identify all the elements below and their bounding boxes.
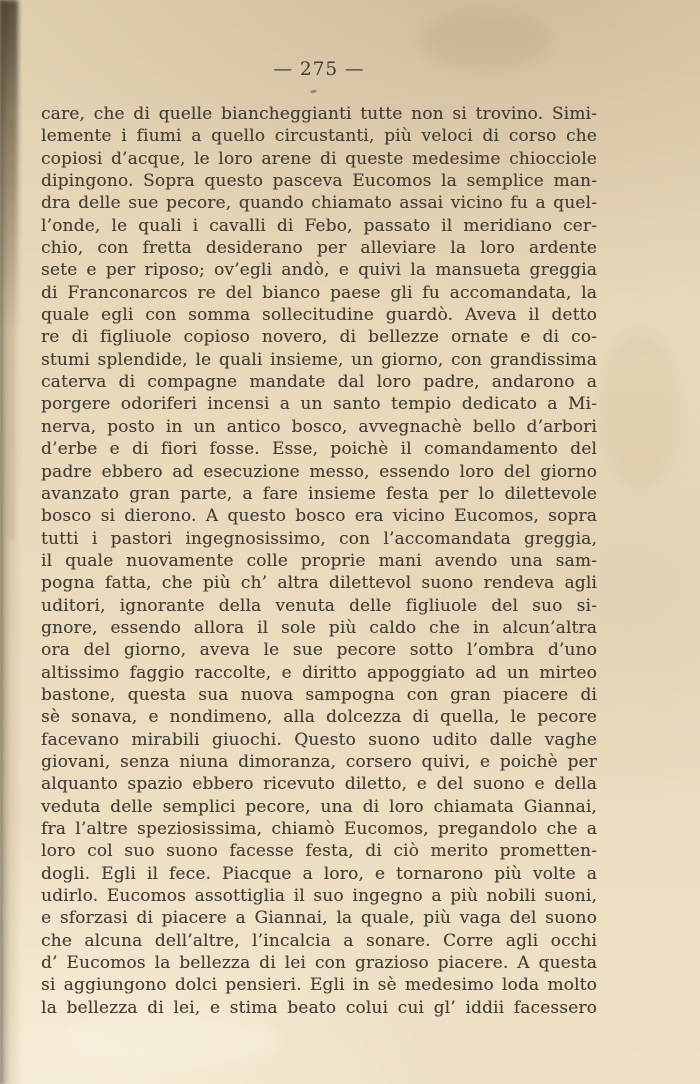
body-text <box>41 103 597 1019</box>
text-line: sè sonava, e nondimeno, alla dolcezza di quella, le pecore <box>41 707 597 728</box>
text-line: il quale nuovamente colle proprie mani avendo una sam- <box>41 550 597 571</box>
text-line: chio, con fretta desiderano per alleviare la loro ardente <box>41 238 597 259</box>
text-line: sete e per riposo; ov’egli andò, e quivi la mansueta greggia <box>41 260 597 281</box>
text-line: alquanto spazio ebbero ricevuto diletto, e del suono e della <box>41 774 597 795</box>
text-line: dogli. Egli il fece. Piacque a loro, e tornarono più volte a <box>41 863 597 884</box>
text-line: di Franconarcos re del bianco paese gli fu accomandata, la <box>41 282 597 303</box>
text-line: nerva, posto in un antico bosco, avvegnachè bello d’arbori <box>41 416 597 437</box>
text-line: padre ebbero ad esecuzione messo, essendo loro del giorno <box>41 461 597 482</box>
text-line: gnore, essendo allora il sole più caldo che in alcun’altra <box>41 617 597 638</box>
text-line: pogna fatta, che più ch’ altra dilettevol suono rendeva agli <box>41 573 597 594</box>
text-line: avanzato gran parte, a fare insieme festa per lo dilettevole <box>41 483 597 504</box>
text-line: la bellezza di lei, e stima beato colui cui gl’ iddii facessero <box>41 997 597 1018</box>
text-line: bosco si dierono. A questo bosco era vicino Eucomos, sopra <box>41 506 597 527</box>
text-line: quale egli con somma sollecitudine guardò. Aveva il detto <box>41 305 597 326</box>
paper-stain <box>600 330 680 490</box>
text-line: tutti i pastori ingegnosissimo, con l’accomandata greggia, <box>41 528 597 549</box>
text-line: d’erbe e di fiori fosse. Esse, poichè il comandamento del <box>41 439 597 460</box>
text-line: e sforzasi di piacere a Giannai, la quale, più vaga del suono <box>41 908 597 929</box>
text-line: veduta delle semplici pecore, una di loro chiamata Giannai, <box>41 796 597 817</box>
text-line: ora del giorno, aveva le sue pecore sotto l’ombra d’uno <box>41 640 597 661</box>
text-line: stumi splendide, le quali insieme, un giorno, con grandissima <box>41 349 597 370</box>
scan-speck <box>310 89 317 93</box>
text-line: uditori, ignorante della venuta delle figliuole del suo si- <box>41 595 597 616</box>
text-line: fra l’altre speziosissima, chiamò Eucomos, pregandolo che a <box>41 819 597 839</box>
text-line: altissimo faggio raccolte, e diritto appoggiato ad un mirteo <box>41 662 597 683</box>
text-line: si aggiungono dolci pensieri. Egli in sè medesimo loda molto <box>41 975 597 996</box>
text-line: facevano mirabili giuochi. Questo suono udito dalle vaghe <box>41 729 597 750</box>
text-line: copiosi d’acque, le loro arene di queste medesime chiocciole <box>41 148 597 169</box>
text-line: d’ Eucomos la bellezza di lei con grazioso piacere. A questa <box>41 953 597 974</box>
text-line: lemente i fiumi a quello circustanti, più veloci di corso che <box>41 126 597 147</box>
text-line: loro col suo suono facesse festa, di ciò merito prometten- <box>41 841 597 862</box>
text-line: l’onde, le quali i cavalli di Febo, passato il meridiano cer- <box>41 215 597 236</box>
text-line: bastone, questa sua nuova sampogna con gran piacere di <box>41 684 597 705</box>
text-line: caterva di compagne mandate dal loro padre, andarono a <box>41 372 597 393</box>
text-line: giovani, senza niuna dimoranza, corsero quivi, e poichè per <box>41 751 597 772</box>
text-line: udirlo. Eucomos assottiglia il suo ingegno a più nobili suoni, <box>41 886 597 907</box>
page-number: — 275 — <box>273 59 365 80</box>
text-line: che alcuna dell’altre, l’incalcia a sonare. Corre agli occhi <box>41 930 597 951</box>
text-line: re di figliuole copioso novero, di bellezze ornate e di co- <box>41 327 597 348</box>
text-line: porgere odoriferi incensi a un santo tempio dedicato a Mi- <box>41 394 597 415</box>
gutter-shadow-top <box>0 0 18 330</box>
text-line: care, che di quelle biancheggianti tutte non si trovino. Simi- <box>41 104 597 124</box>
text-line: dipingono. Sopra questo pasceva Eucomos la semplice man- <box>41 171 597 192</box>
text-line: dra delle sue pecore, quando chiamato assai vicino fu a quel- <box>41 193 597 214</box>
